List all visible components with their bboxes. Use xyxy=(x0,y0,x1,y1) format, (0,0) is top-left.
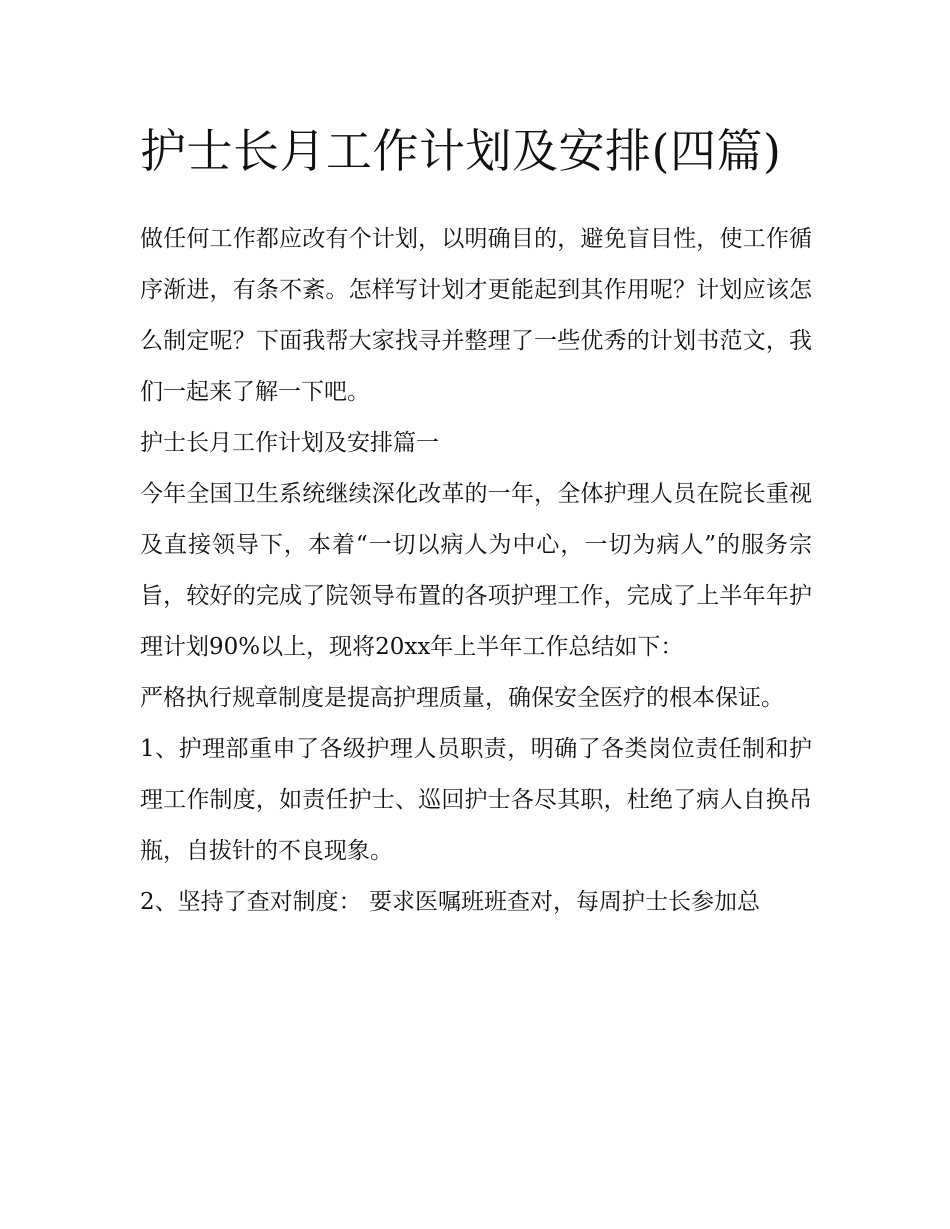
body-paragraph: 严格执行规章制度是提高护理质量，确保安全医疗的根本保证。 xyxy=(140,685,784,711)
list-item: 2、坚持了查对制度： 要求医嘱班班查对，每周护士长参加总 xyxy=(140,889,760,915)
list-item: 1、护理部重申了各级护理人员职责，明确了各类岗位责任制和护理工作制度，如责任护士、巡回护士各尽其职，杜绝了病人自换吊瓶，自拔针的不良现象。 xyxy=(140,736,812,864)
section-heading: 护士长月工作计划及安排篇一 xyxy=(140,430,439,456)
intro-paragraph: 做任何工作都应改有个计划，以明确目的，避免盲目性，使工作循序渐进，有条不紊。怎样写计划才更能起到其作用呢？计划应该怎么制定呢？下面我帮大家找寻并整理了一些优秀的计划书范文，我们一起来了解一下吧。 xyxy=(140,226,812,405)
body-paragraph: 今年全国卫生系统继续深化改革的一年，全体护理人员在院长重视及直接领导下，本着“一切以病人为中心，一切为病人”的服务宗旨，较好的完成了院领导布置的各项护理工作，完成了上半年年护理计划90%以上，现将20xx年上半年工作总结如下： xyxy=(140,481,812,660)
document-title: 护士长月工作计划及安排(四篇) xyxy=(140,124,782,178)
document-page xyxy=(140,112,812,928)
